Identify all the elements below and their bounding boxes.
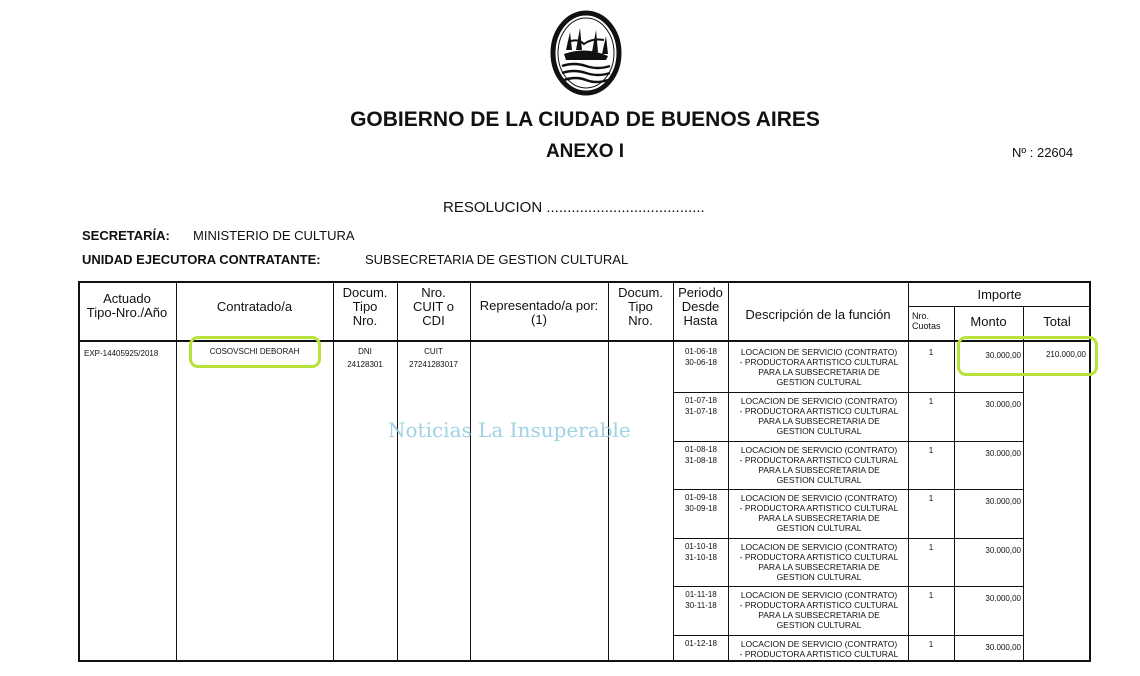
header-documento: Docum. Tipo Nro. <box>342 285 388 328</box>
unidad-label: UNIDAD EJECUTORA CONTRATANTE: <box>82 252 321 267</box>
table-divider <box>908 306 1091 307</box>
secretaria-value: MINISTERIO DE CULTURA <box>193 228 355 243</box>
period-hasta: 30-06-18 <box>684 358 718 367</box>
table-divider <box>673 281 674 662</box>
coat-of-arms-logo <box>548 10 624 96</box>
watermark-text: Noticias La Insuperable <box>388 418 631 442</box>
period-hasta: 31-10-18 <box>684 553 718 562</box>
row-monto: 30.000,00 <box>985 351 1021 360</box>
period-desde: 01-10-18 <box>684 542 718 551</box>
row-cuotas: 1 <box>928 446 934 455</box>
table-divider <box>908 281 909 662</box>
header-periodo: Periodo Desde Hasta <box>678 285 723 328</box>
doc-number-value: 24128301 <box>347 360 383 369</box>
header-descripcion: Descripción de la función <box>745 307 891 322</box>
row-description: LOCACION DE SERVICIO (CONTRATO) - PRODUCTORA ARTISTICO CULTURAL PARA LA SUBSECRETARIA DE GESTION CULTURAL <box>739 445 899 485</box>
row-description: LOCACION DE SERVICIO (CONTRATO) - PRODUCTORA ARTISTICO CULTURAL PARA LA SUBSECRETARIA DE GESTION CULTURAL <box>739 542 899 582</box>
row-cuotas: 1 <box>928 397 934 406</box>
row-cuotas: 1 <box>928 494 934 503</box>
document-title: GOBIERNO DE LA CIUDAD DE BUENOS AIRES <box>350 108 820 131</box>
row-monto: 30.000,00 <box>985 497 1021 506</box>
row-description: LOCACION DE SERVICIO (CONTRATO) - PRODUCTORA ARTISTICO CULTURAL PARA LA SUBSECRETARIA DE GESTION CULTURAL <box>739 590 899 630</box>
actuado-value: EXP-14405925/2018 <box>84 349 159 358</box>
cuit-type-value: CUIT <box>424 347 443 356</box>
period-desde: 01-06-18 <box>684 347 718 356</box>
period-hasta: 31-07-18 <box>684 407 718 416</box>
annex-title: ANEXO I <box>545 141 625 162</box>
header-cuit: Nro. CUIT o CDI <box>413 285 454 328</box>
period-desde: 01-07-18 <box>684 396 718 405</box>
header-representado: Representado/a por: (1) <box>479 298 599 327</box>
unidad-value: SUBSECRETARIA DE GESTION CULTURAL <box>365 252 629 267</box>
resolucion-line: RESOLUCION ...................................... <box>443 199 705 216</box>
table-divider <box>176 281 177 662</box>
row-monto: 30.000,00 <box>985 449 1021 458</box>
table-divider <box>728 281 729 662</box>
period-hasta: 31-08-18 <box>684 456 718 465</box>
table-divider <box>333 281 334 662</box>
header-nro-cuotas: Nro. Cuotas <box>912 311 941 331</box>
row-cuotas: 1 <box>928 348 934 357</box>
header-actuado: Actuado Tipo-Nro./Año <box>86 291 168 320</box>
highlight-contratado <box>189 336 321 368</box>
header-documento-2: Docum. Tipo Nro. <box>618 285 663 328</box>
table-divider <box>608 281 609 662</box>
row-cuotas: 1 <box>928 543 934 552</box>
table-divider <box>673 441 1024 442</box>
table-divider <box>470 281 471 662</box>
cuit-number-value: 27241283017 <box>409 360 458 369</box>
table-divider <box>673 392 1024 393</box>
row-description: LOCACION DE SERVICIO (CONTRATO) - PRODUCTORA ARTISTICO CULTURAL PARA LA SUBSECRETARIA DE GESTION CULTURAL <box>739 396 899 436</box>
row-description: LOCACION DE SERVICIO (CONTRATO) - PRODUCTORA ARTISTICO CULTURAL PARA LA SUBSECRETARIA DE GESTION CULTURAL <box>739 493 899 533</box>
header-monto: Monto <box>970 314 1007 329</box>
header-importe: Importe <box>977 287 1022 302</box>
row-monto: 30.000,00 <box>985 400 1021 409</box>
row-monto: 30.000,00 <box>985 546 1021 555</box>
document-number: Nº : 22604 <box>1012 145 1074 160</box>
secretaria-label: SECRETARÍA: <box>82 228 170 243</box>
table-divider <box>673 489 1024 490</box>
row-monto: 30.000,00 <box>985 594 1021 603</box>
header-total: Total <box>1043 314 1071 329</box>
period-desde: 01-12-18 <box>684 639 718 648</box>
table-divider <box>673 635 1024 636</box>
period-desde: 01-09-18 <box>684 493 718 502</box>
contratado-value: COSOVSCHI DEBORAH <box>209 347 300 356</box>
row-cuotas: 1 <box>928 591 934 600</box>
period-hasta: 30-11-18 <box>685 601 717 610</box>
table-divider <box>397 281 398 662</box>
header-contratado: Contratado/a <box>216 299 293 314</box>
row-description: LOCACION DE SERVICIO (CONTRATO) - PRODUCTORA ARTISTICO CULTURAL <box>739 639 899 659</box>
row-cuotas: 1 <box>928 640 934 649</box>
row-monto: 30.000,00 <box>985 643 1021 652</box>
doc-type-value: DNI <box>358 347 372 356</box>
table-divider <box>673 586 1024 587</box>
row-description: LOCACION DE SERVICIO (CONTRATO) - PRODUCTORA ARTISTICO CULTURAL PARA LA SUBSECRETARIA DE GESTION CULTURAL <box>739 347 899 387</box>
period-desde: 01-08-18 <box>684 445 718 454</box>
highlight-amounts <box>957 336 1098 376</box>
period-hasta: 30-09-18 <box>684 504 718 513</box>
total-value: 210.000,00 <box>1045 350 1086 359</box>
period-desde: 01-11-18 <box>685 590 717 599</box>
table-divider <box>673 538 1024 539</box>
